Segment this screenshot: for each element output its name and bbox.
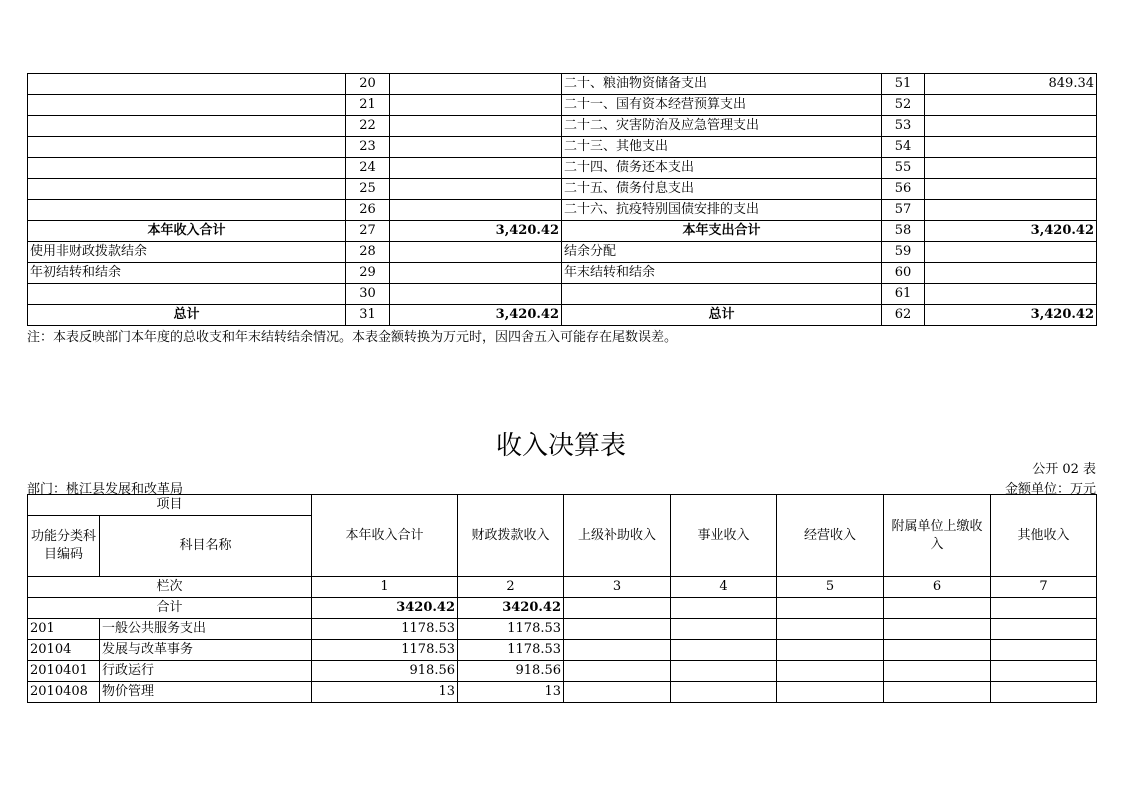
right-label: 年末结转和结余 [562, 263, 882, 284]
amount-cell: 1178.53 [312, 640, 458, 661]
amount-cell [991, 682, 1097, 703]
summary-row [28, 95, 1097, 116]
amount-cell [884, 661, 991, 682]
left-label: 年初结转和结余 [28, 263, 346, 284]
amount-cell [564, 661, 671, 682]
left-label: 本年收入合计 [28, 221, 346, 242]
right-line-no: 56 [882, 179, 925, 200]
income-table-body [28, 495, 1097, 703]
right-value [925, 284, 1097, 305]
amount-cell [777, 619, 884, 640]
right-line-no: 52 [882, 95, 925, 116]
func-code: 2010401 [28, 661, 100, 682]
right-value [925, 200, 1097, 221]
income-row [28, 682, 1097, 703]
col-header: 附属单位上缴收入 [884, 495, 991, 577]
table-code: 公开 02 表 [1032, 462, 1096, 477]
left-label [28, 284, 346, 305]
amount-cell [777, 682, 884, 703]
right-label: 二十六、抗疫特别国债安排的支出 [562, 200, 882, 221]
table-note: 注：本表反映部门本年度的总收支和年末结转结余情况。本表金额转换为万元时，因四舍五入可能存在尾数误差。 [27, 330, 678, 345]
col-no: 4 [671, 577, 777, 598]
right-line-no: 58 [882, 221, 925, 242]
right-value [925, 158, 1097, 179]
page-title: 收入决算表 [495, 431, 626, 461]
summary-row [28, 158, 1097, 179]
left-label: 使用非财政拨款结余 [28, 242, 346, 263]
right-value [925, 116, 1097, 137]
left-line-no: 24 [346, 158, 390, 179]
amount-cell [671, 661, 777, 682]
amount-cell [777, 661, 884, 682]
left-label [28, 200, 346, 221]
col-no: 7 [991, 577, 1097, 598]
right-label: 结余分配 [562, 242, 882, 263]
summary-table-body [28, 74, 1097, 326]
left-line-no: 26 [346, 200, 390, 221]
right-label: 二十、粮油物资储备支出 [562, 74, 882, 95]
amount-cell [671, 682, 777, 703]
income-row [28, 661, 1097, 682]
col-header: 事业收入 [671, 495, 777, 577]
total-value: 3420.42 [458, 598, 564, 619]
amount-cell [991, 640, 1097, 661]
right-label: 本年支出合计 [562, 221, 882, 242]
col-no: 3 [564, 577, 671, 598]
right-value [925, 242, 1097, 263]
subject-name: 发展与改革事务 [100, 640, 312, 661]
col-no: 1 [312, 577, 458, 598]
left-line-no: 31 [346, 305, 390, 326]
summary-row [28, 263, 1097, 284]
unit-label: 金额单位：万元 [1004, 482, 1096, 497]
right-label: 二十五、债务付息支出 [562, 179, 882, 200]
summary-row [28, 179, 1097, 200]
right-line-no: 51 [882, 74, 925, 95]
func-code: 201 [28, 619, 100, 640]
summary-row [28, 200, 1097, 221]
amount-cell: 1178.53 [312, 619, 458, 640]
summary-row [28, 284, 1097, 305]
left-line-no: 25 [346, 179, 390, 200]
right-value [925, 95, 1097, 116]
right-line-no: 53 [882, 116, 925, 137]
left-label [28, 158, 346, 179]
amount-cell [991, 661, 1097, 682]
income-row [28, 640, 1097, 661]
amount-cell [884, 682, 991, 703]
right-value [925, 263, 1097, 284]
income-row [28, 619, 1097, 640]
left-value [390, 263, 562, 284]
left-value: 3,420.42 [390, 305, 562, 326]
left-value [390, 95, 562, 116]
left-line-no: 29 [346, 263, 390, 284]
left-value [390, 179, 562, 200]
left-line-no: 27 [346, 221, 390, 242]
left-line-no: 30 [346, 284, 390, 305]
summary-table [27, 73, 1097, 326]
department-label: 部门：桃江县发展和改革局 [27, 482, 184, 497]
amount-cell: 918.56 [312, 661, 458, 682]
total-value [991, 598, 1097, 619]
amount-cell [671, 619, 777, 640]
right-label: 二十一、国有资本经营预算支出 [562, 95, 882, 116]
left-value [390, 74, 562, 95]
subject-name: 行政运行 [100, 661, 312, 682]
col-header: 其他收入 [991, 495, 1097, 577]
amount-cell [564, 619, 671, 640]
summary-row [28, 305, 1097, 326]
col-nos-label: 栏次 [28, 577, 312, 598]
col-no: 2 [458, 577, 564, 598]
col-no: 6 [884, 577, 991, 598]
col-header: 财政拨款收入 [458, 495, 564, 577]
right-line-no: 62 [882, 305, 925, 326]
right-line-no: 57 [882, 200, 925, 221]
amount-cell [671, 640, 777, 661]
right-label: 二十四、债务还本支出 [562, 158, 882, 179]
right-line-no: 59 [882, 242, 925, 263]
right-value [925, 137, 1097, 158]
summary-row [28, 221, 1097, 242]
left-label [28, 95, 346, 116]
amount-cell [564, 640, 671, 661]
left-value [390, 242, 562, 263]
subject-name: 一般公共服务支出 [100, 619, 312, 640]
left-value [390, 137, 562, 158]
summary-row [28, 242, 1097, 263]
col-header: 上级补助收入 [564, 495, 671, 577]
amount-cell [564, 682, 671, 703]
left-line-no: 22 [346, 116, 390, 137]
right-line-no: 54 [882, 137, 925, 158]
total-value [671, 598, 777, 619]
func-code: 20104 [28, 640, 100, 661]
amount-cell: 1178.53 [458, 619, 564, 640]
left-line-no: 28 [346, 242, 390, 263]
summary-row [28, 74, 1097, 95]
right-value [925, 179, 1097, 200]
amount-cell: 13 [312, 682, 458, 703]
right-value: 3,420.42 [925, 221, 1097, 242]
total-value [884, 598, 991, 619]
left-label [28, 116, 346, 137]
left-value [390, 284, 562, 305]
func-code: 2010408 [28, 682, 100, 703]
amount-cell: 1178.53 [458, 640, 564, 661]
right-value: 3,420.42 [925, 305, 1097, 326]
right-label [562, 284, 882, 305]
right-value: 849.34 [925, 74, 1097, 95]
total-value [564, 598, 671, 619]
amount-cell: 918.56 [458, 661, 564, 682]
left-label: 总计 [28, 305, 346, 326]
left-line-no: 21 [346, 95, 390, 116]
left-label [28, 137, 346, 158]
left-value: 3,420.42 [390, 221, 562, 242]
right-line-no: 55 [882, 158, 925, 179]
left-label [28, 74, 346, 95]
left-line-no: 20 [346, 74, 390, 95]
right-line-no: 61 [882, 284, 925, 305]
amount-cell [777, 640, 884, 661]
col-header: 经营收入 [777, 495, 884, 577]
left-value [390, 116, 562, 137]
amount-cell [991, 619, 1097, 640]
total-label: 合计 [28, 598, 312, 619]
right-label: 二十三、其他支出 [562, 137, 882, 158]
left-label [28, 179, 346, 200]
header-item: 项目 [28, 495, 312, 516]
amount-cell [884, 640, 991, 661]
left-value [390, 200, 562, 221]
total-value [777, 598, 884, 619]
left-value [390, 158, 562, 179]
col-no: 5 [777, 577, 884, 598]
header-subject-name: 科目名称 [100, 516, 312, 577]
left-line-no: 23 [346, 137, 390, 158]
subject-name: 物价管理 [100, 682, 312, 703]
col-header: 本年收入合计 [312, 495, 458, 577]
right-label: 总计 [562, 305, 882, 326]
right-line-no: 60 [882, 263, 925, 284]
total-value: 3420.42 [312, 598, 458, 619]
header-func-code: 功能分类科目编码 [28, 516, 100, 577]
income-table [27, 494, 1097, 703]
summary-row [28, 137, 1097, 158]
right-label: 二十二、灾害防治及应急管理支出 [562, 116, 882, 137]
amount-cell: 13 [458, 682, 564, 703]
summary-row [28, 116, 1097, 137]
amount-cell [884, 619, 991, 640]
